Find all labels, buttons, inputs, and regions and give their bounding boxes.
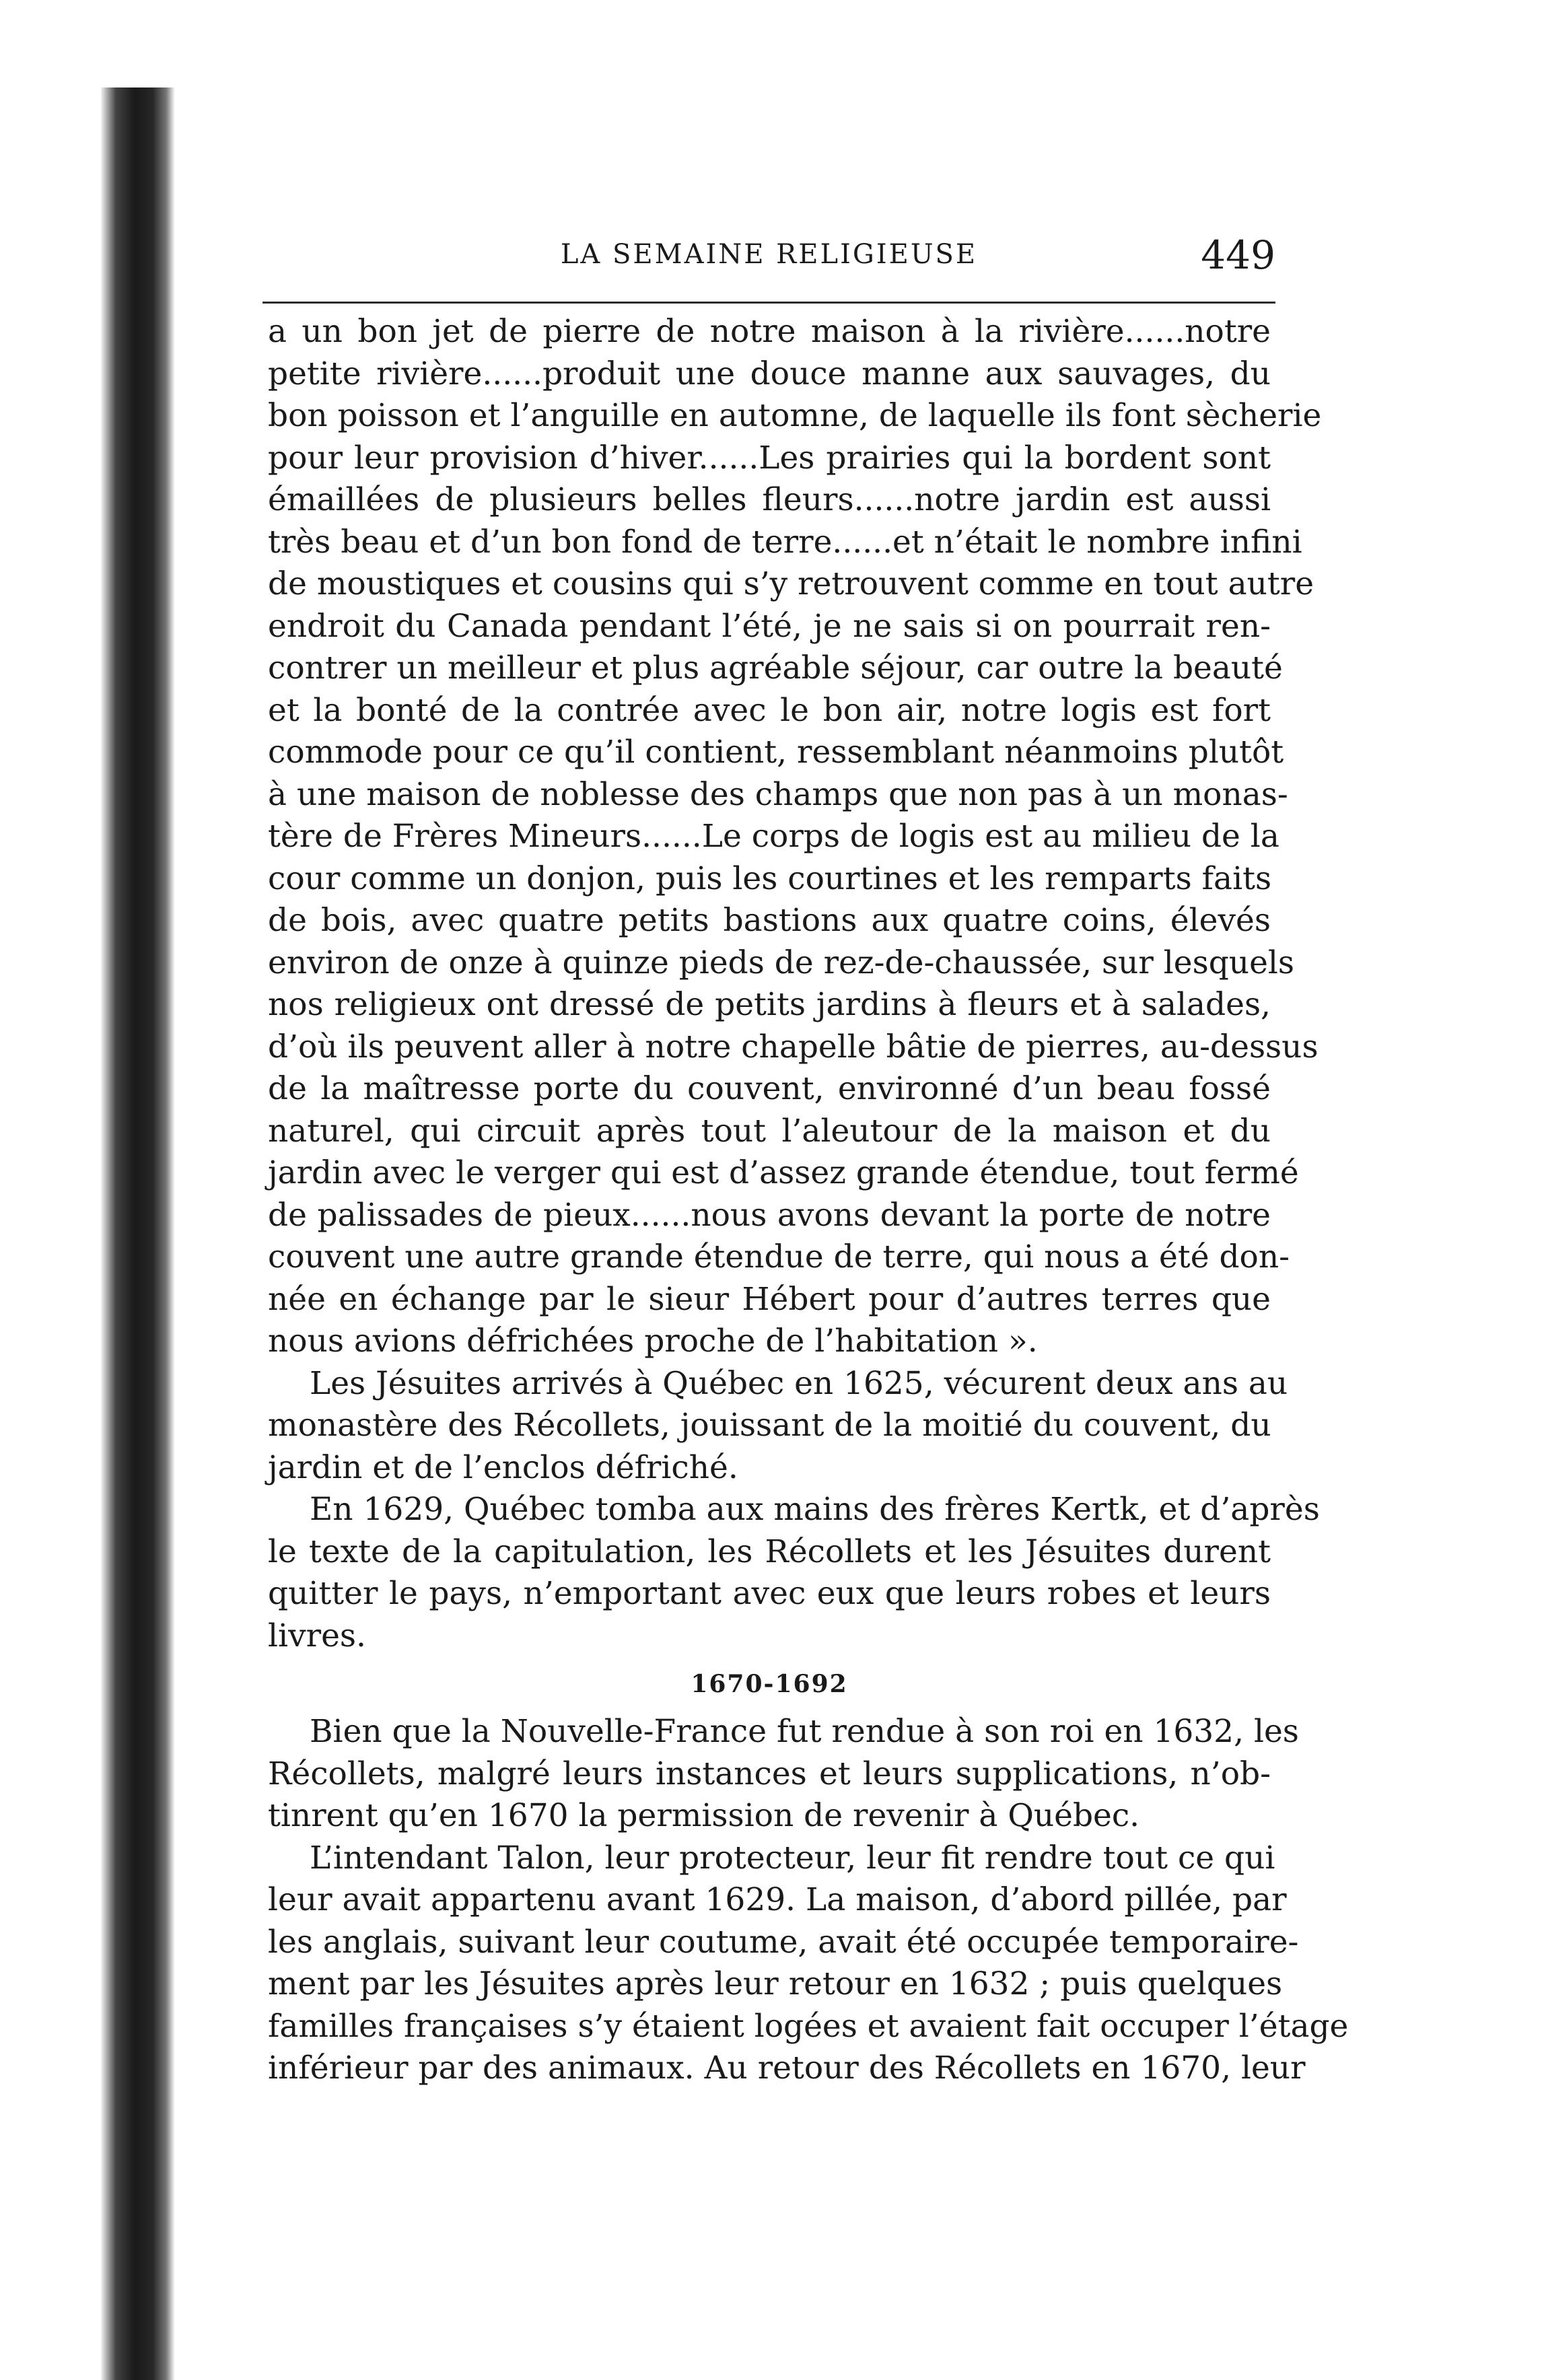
section-heading: 1670-1692: [691, 1670, 848, 1698]
text-line: émaillées de plusieurs belles fleurs......notre jardin est aussi: [268, 481, 1271, 518]
scanned-binding-edge: [101, 88, 175, 2380]
text-line: bon poisson et l’anguille en automne, de laquelle ils font sècherie: [268, 397, 1322, 434]
text-line: nous avions défrichées proche de l’habitation ».: [268, 1323, 1038, 1360]
text-line: endroit du Canada pendant l’été, je ne sais si on pourrait ren-: [268, 607, 1271, 645]
text-line: En 1629, Québec tomba aux mains des frères Kertk, et d’après: [310, 1491, 1320, 1528]
text-line: de bois, avec quatre petits bastions aux quatre coins, élevés: [268, 902, 1271, 939]
text-line: pour leur provision d’hiver......Les prairies qui la bordent sont: [268, 439, 1271, 477]
text-line: très beau et d’un bon fond de terre......et n’était le nombre infini: [268, 523, 1302, 561]
text-line: d’où ils peuvent aller à notre chapelle bâtie de pierres, au-dessus: [268, 1028, 1319, 1065]
text-line: familles françaises s’y étaient logées et avaient fait occuper l’étage: [268, 2007, 1349, 2045]
text-line: inférieur par des animaux. Au retour des Récollets en 1670, leur: [268, 2050, 1306, 2087]
text-line: contrer un meilleur et plus agréable séjour, car outre la beauté: [268, 650, 1283, 687]
text-line: petite rivière......produit une douce manne aux sauvages, du: [268, 355, 1271, 392]
text-line: de moustiques et cousins qui s’y retrouvent comme en tout autre: [268, 565, 1314, 602]
text-line: naturel, qui circuit après tout l’aleutour de la maison et du: [268, 1112, 1271, 1150]
text-line: le texte de la capitulation, les Récollets et les Jésuites durent: [268, 1533, 1271, 1570]
text-line: leur avait appartenu avant 1629. La maison, d’abord pillée, par: [268, 1881, 1287, 1918]
text-line: cour comme un donjon, puis les courtines et les remparts faits: [268, 860, 1272, 897]
page-header: [262, 232, 1275, 286]
text-line: tère de Frères Mineurs......Le corps de logis est au milieu de la: [268, 818, 1279, 855]
text-line: jardin et de l’enclos défriché.: [268, 1448, 738, 1486]
text-line: et la bonté de la contrée avec le bon air, notre logis est fort: [268, 691, 1271, 729]
header-rule: [262, 302, 1275, 304]
text-line: commode pour ce qu’il contient, ressemblant néanmoins plutôt: [268, 734, 1284, 771]
text-line: tinrent qu’en 1670 la permission de revenir à Québec.: [268, 1797, 1140, 1834]
text-line: environ de onze à quinze pieds de rez-de-chaussée, sur lesquels: [268, 944, 1295, 981]
text-line: a un bon jet de pierre de notre maison à la rivière......notre: [268, 313, 1271, 350]
text-line: jardin avec le verger qui est d’assez grande étendue, tout fermé: [268, 1154, 1299, 1191]
running-title: LA SEMAINE RELIGIEUSE: [560, 239, 978, 270]
text-line: Récollets, malgré leurs instances et leurs supplications, n’ob-: [268, 1755, 1271, 1792]
text-line: les anglais, suivant leur coutume, avait été occupée temporaire-: [268, 1923, 1299, 1961]
text-line: monastère des Récollets, jouissant de la moitié du couvent, du: [268, 1407, 1271, 1444]
page-number: 449: [1201, 232, 1275, 278]
text-line: de la maîtresse porte du couvent, environné d’un beau fossé: [268, 1070, 1271, 1107]
text-line: à une maison de noblesse des champs que non pas à un monas-: [268, 775, 1288, 813]
text-line: Bien que la Nouvelle-France fut rendue à son roi en 1632, les: [310, 1713, 1299, 1750]
text-line: L’intendant Talon, leur protecteur, leur fit rendre tout ce qui: [310, 1839, 1275, 1877]
text-line: quitter le pays, n’emportant avec eux que leurs robes et leurs: [268, 1575, 1271, 1612]
text-line: ment par les Jésuites après leur retour en 1632 ; puis quelques: [268, 1965, 1283, 2002]
text-line: couvent une autre grande étendue de terre, qui nous a été don-: [268, 1238, 1290, 1275]
text-line: nos religieux ont dressé de petits jardins à fleurs et à salades,: [268, 986, 1271, 1023]
text-line: livres.: [268, 1617, 366, 1654]
text-line: de palissades de pieux......nous avons devant la porte de notre: [268, 1196, 1271, 1234]
text-line: Les Jésuites arrivés à Québec en 1625, vécurent deux ans au: [310, 1364, 1288, 1402]
body-text: [268, 311, 1349, 2090]
text-line: née en échange par le sieur Hébert pour d’autres terres que: [268, 1280, 1271, 1318]
